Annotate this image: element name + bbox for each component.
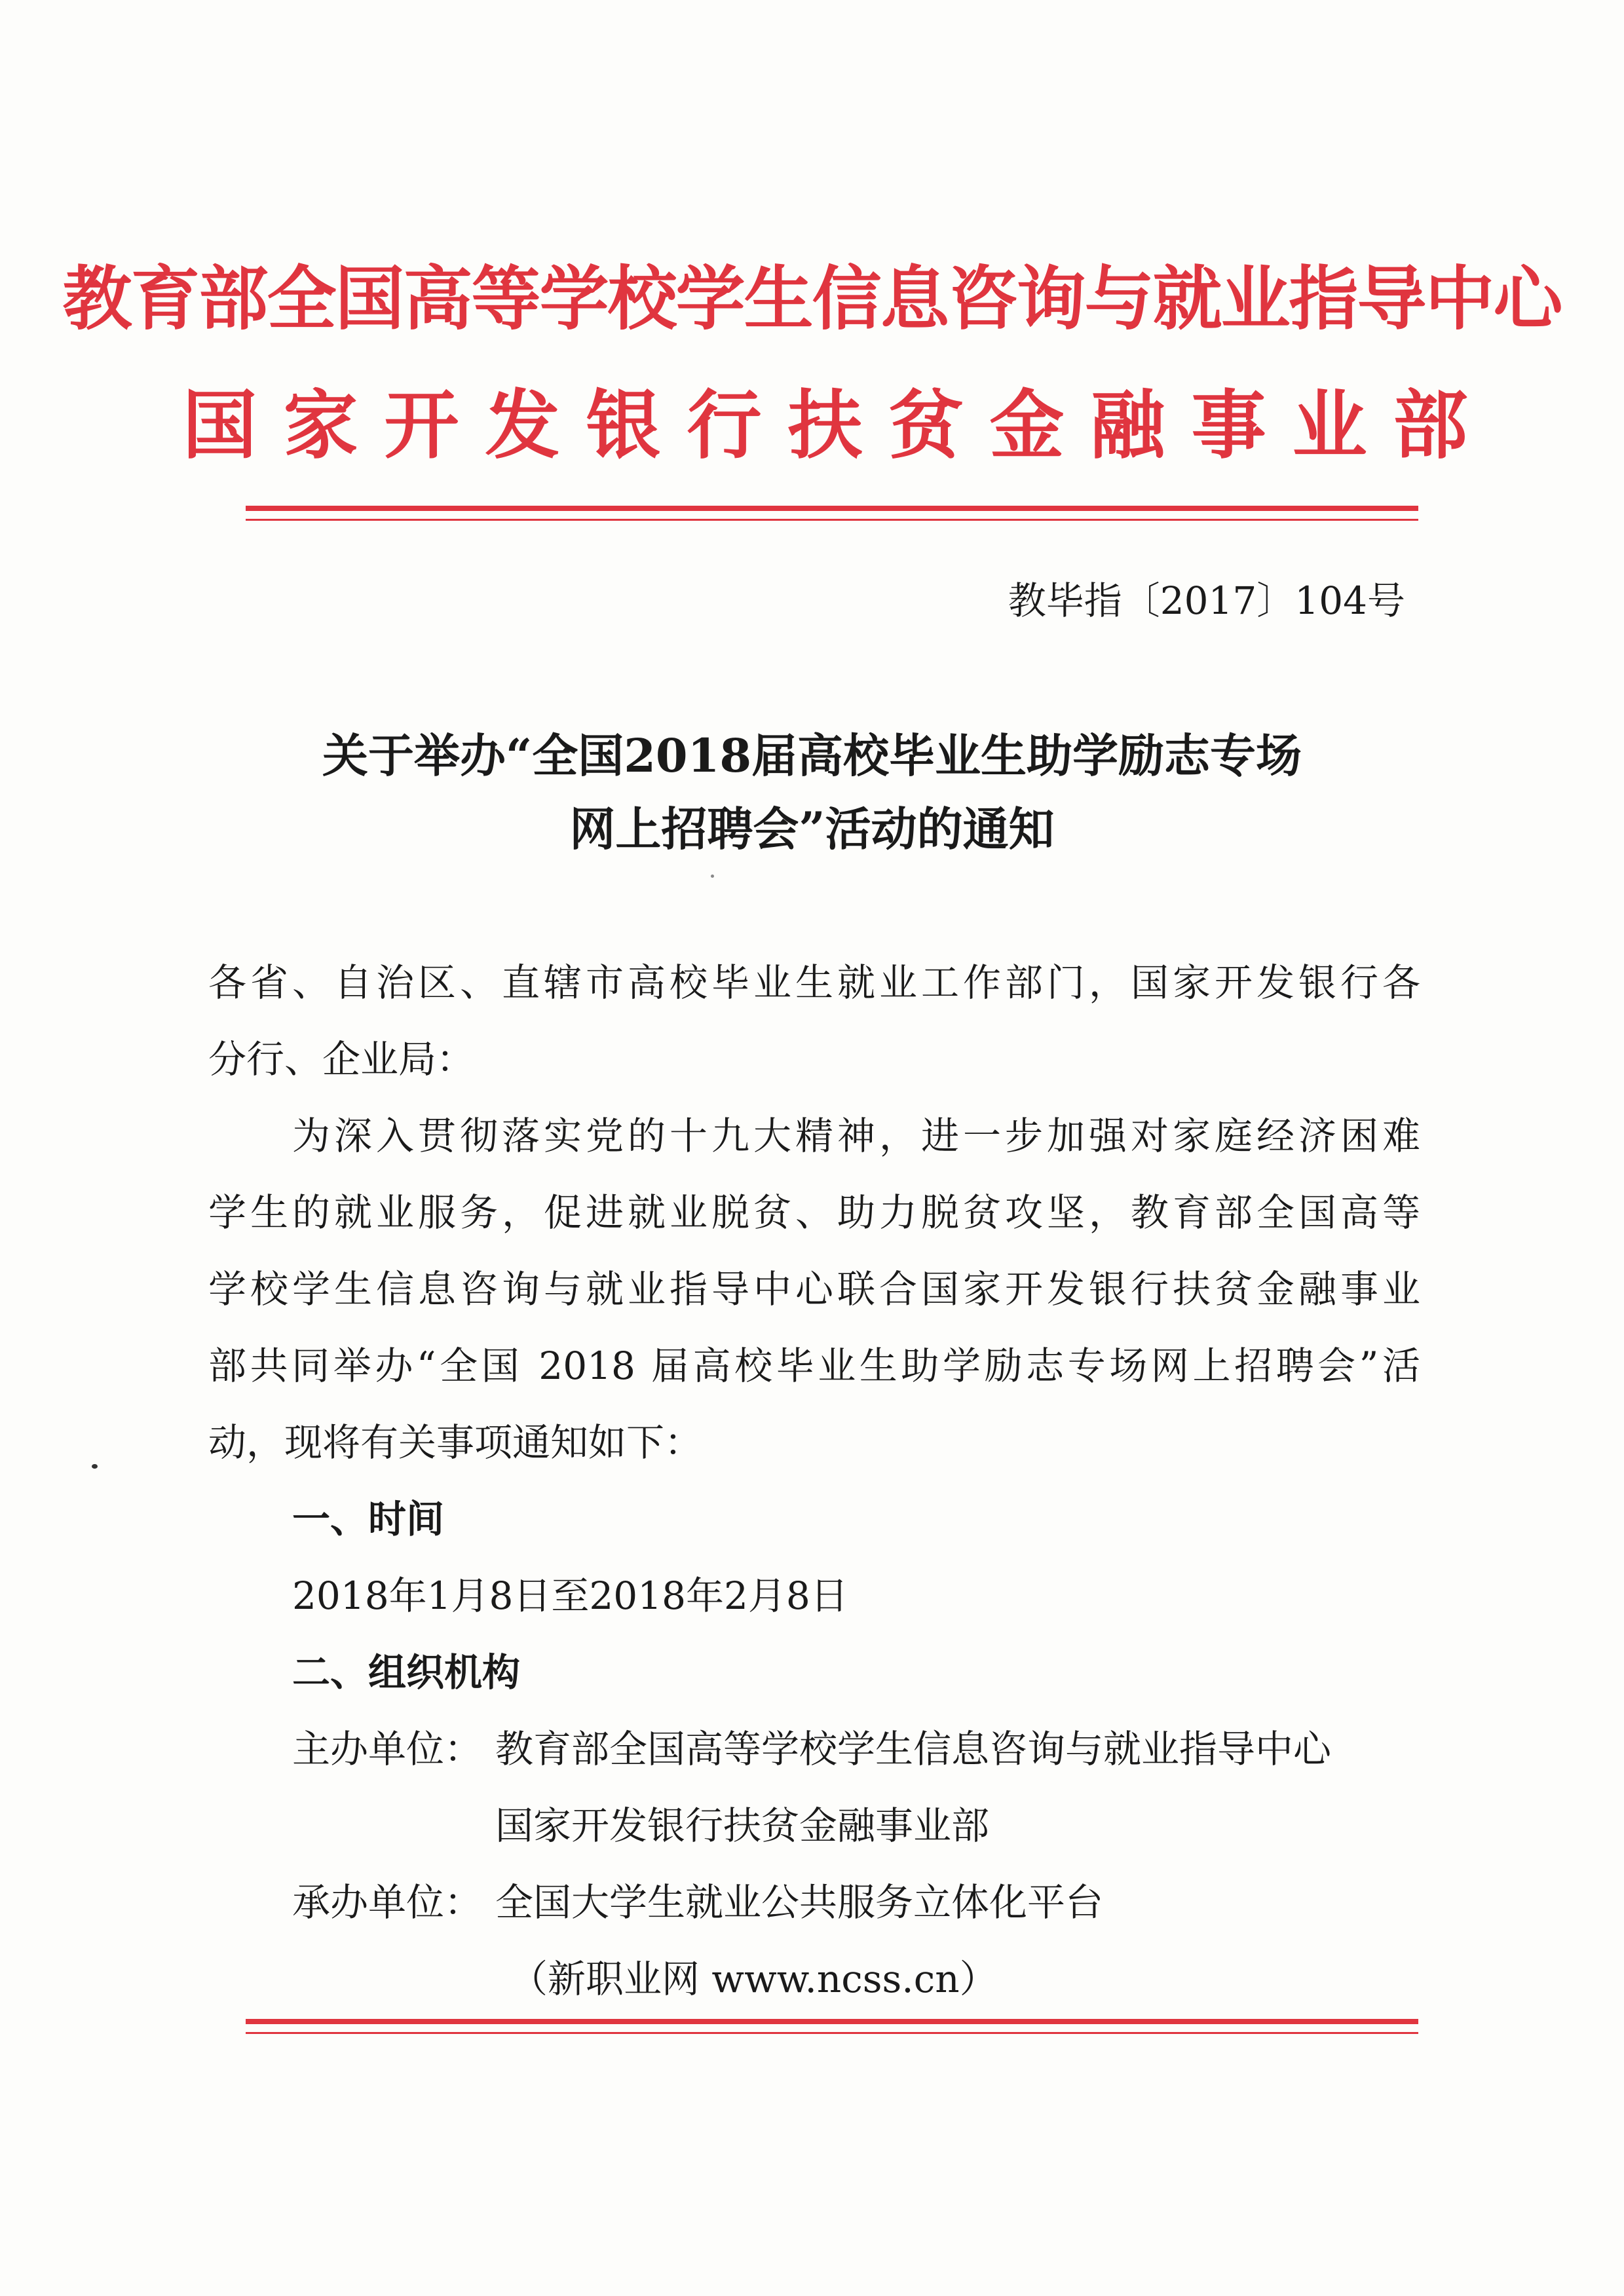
organizer-line-1 — [208, 1864, 1420, 1941]
red-footer-rule-thick — [246, 2019, 1418, 2024]
red-header-rule-thick — [246, 506, 1418, 511]
section-1-heading: 一、时间 — [292, 1497, 445, 1541]
document-number: 教毕指〔2017〕104号 — [1008, 578, 1405, 623]
section-1-content: 2018年1月8日至2018年2月8日 — [292, 1573, 848, 1618]
document-title-line-1: 关于举办“全国2018届高校毕业生助学励志专场 — [322, 728, 1302, 783]
host-label: 主办单位： — [292, 1727, 483, 1771]
host-name-2: 国家开发银行扶贫金融事业部 — [495, 1803, 990, 1848]
intro-line-5: 动，现将有关事项通知如下： — [208, 1420, 703, 1465]
scan-speck — [711, 875, 714, 878]
section-2-heading: 二、组织机构 — [292, 1650, 521, 1695]
document-title-line-2: 网上招聘会”活动的通知 — [569, 802, 1055, 856]
scan-speck — [92, 1464, 98, 1469]
host-line-1 — [208, 1711, 1420, 1788]
issuer-name-2: 国家开发银行扶贫金融事业部 — [182, 382, 1494, 469]
intro-line-1: 为深入贯彻落实党的十九大精神，进一步加强对家庭经济困难 — [292, 1114, 1420, 1158]
host-name-1: 教育部全国高等学校学生信息咨询与就业指导中心 — [495, 1727, 1332, 1771]
red-footer-rule-thin — [246, 2032, 1418, 2034]
addressee-line-1: 各省、自治区、直辖市高校毕业生就业工作部门，国家开发银行各 — [208, 960, 1420, 1005]
document-body — [208, 945, 1420, 2018]
organizer-label: 承办单位： — [292, 1880, 483, 1925]
organizer-name-1: 全国大学生就业公共服务立体化平台 — [495, 1880, 1104, 1925]
intro-line-4: 部共同举办“全国 2018 届高校毕业生助学励志专场网上招聘会”活 — [208, 1344, 1420, 1388]
issuer-name-1: 教育部全国高等学校学生信息咨询与就业指导中心 — [62, 259, 1562, 339]
intro-line-2: 学生的就业服务，促进就业脱贫、助力脱贫攻坚，教育部全国高等 — [208, 1190, 1420, 1235]
intro-line-3: 学校学生信息咨询与就业指导中心联合国家开发银行扶贫金融事业 — [208, 1267, 1420, 1311]
addressee-line-2: 分行、企业局： — [208, 1037, 475, 1082]
red-header-rule-thin — [246, 519, 1418, 521]
organizer-name-2: （新职业网 www.ncss.cn） — [510, 1957, 998, 2001]
